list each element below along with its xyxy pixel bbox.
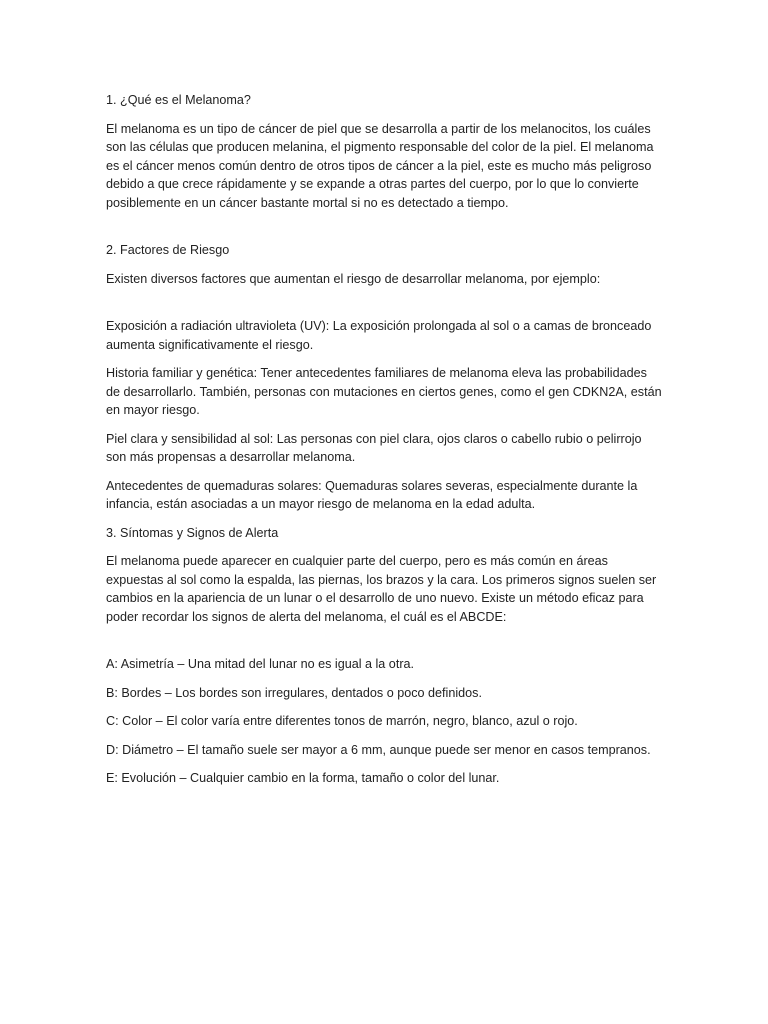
risk-factor-sunburns: Antecedentes de quemaduras solares: Quemaduras solares severas, especialmente durante la infancia, están asociadas a un mayor riesgo de melanoma en la edad adulta.	[106, 478, 638, 511]
abcde-item-a: A: Asimetría – Una mitad del lunar no es igual a la otra.	[106, 657, 415, 671]
section-2-intro: Existen diversos factores que aumentan el riesgo de desarrollar melanoma, por ejemplo:	[106, 271, 601, 286]
risk-factor-uv: Exposición a radiación ultravioleta (UV): La exposición prolongada al sol o a camas de bronceado aumenta significativamente el riesgo.	[106, 319, 652, 352]
section-3-heading: 3. Síntomas y Signos de Alerta	[106, 525, 279, 540]
section-2-heading: 2. Factores de Riesgo	[106, 243, 230, 257]
section-1-paragraph: El melanoma es un tipo de cáncer de piel que se desarrolla a partir de los melanocitos, los cuáles son las células que producen melanina, el pigmento responsable del color de la piel. El melanoma es el cáncer menos común dentro de otros tipos de cáncer a la piel, este es mucho más peligroso debido a que crece rápidamente y se expande a otras partes del cuerpo, por lo que lo convierte posiblemente en un cáncer bastante mortal si no es detectado a tiempo.	[106, 121, 654, 210]
abcde-item-c: C: Color – El color varía entre diferentes tonos de marrón, negro, blanco, azul o rojo.	[106, 714, 578, 728]
section-3-paragraph: El melanoma puede aparecer en cualquier parte del cuerpo, pero es más común en áreas expuestas al sol como la espalda, las piernas, los brazos y la cara. Los primeros signos suelen ser cambios en la apariencia de un lunar o el desarrollo de uno nuevo. Existe un método eficaz para poder recordar los signos de alerta del melanoma, el cuál es el ABCDE:	[106, 554, 657, 624]
abcde-item-b: B: Bordes – Los bordes son irregulares, dentados o poco definidos.	[106, 685, 482, 700]
section-1-heading: 1. ¿Qué es el Melanoma?	[106, 93, 251, 107]
abcde-item-d: D: Diámetro – El tamaño suele ser mayor a 6 mm, aunque puede ser menor en casos tempranos.	[106, 742, 651, 757]
risk-factor-family-history: Historia familiar y genética: Tener antecedentes familiares de melanoma eleva las probabilidades de desarrollarlo. También, personas con mutaciones en ciertos genes, como el gen CDKN2A, están en mayor riesgo.	[106, 366, 662, 417]
abcde-item-e: E: Evolución – Cualquier cambio en la forma, tamaño o color del lunar.	[106, 771, 500, 785]
document-content	[106, 91, 662, 798]
risk-factor-fair-skin: Piel clara y sensibilidad al sol: Las personas con piel clara, ojos claros o cabello rubio o pelirrojo son más propensas a desarrollar melanoma.	[106, 431, 642, 464]
